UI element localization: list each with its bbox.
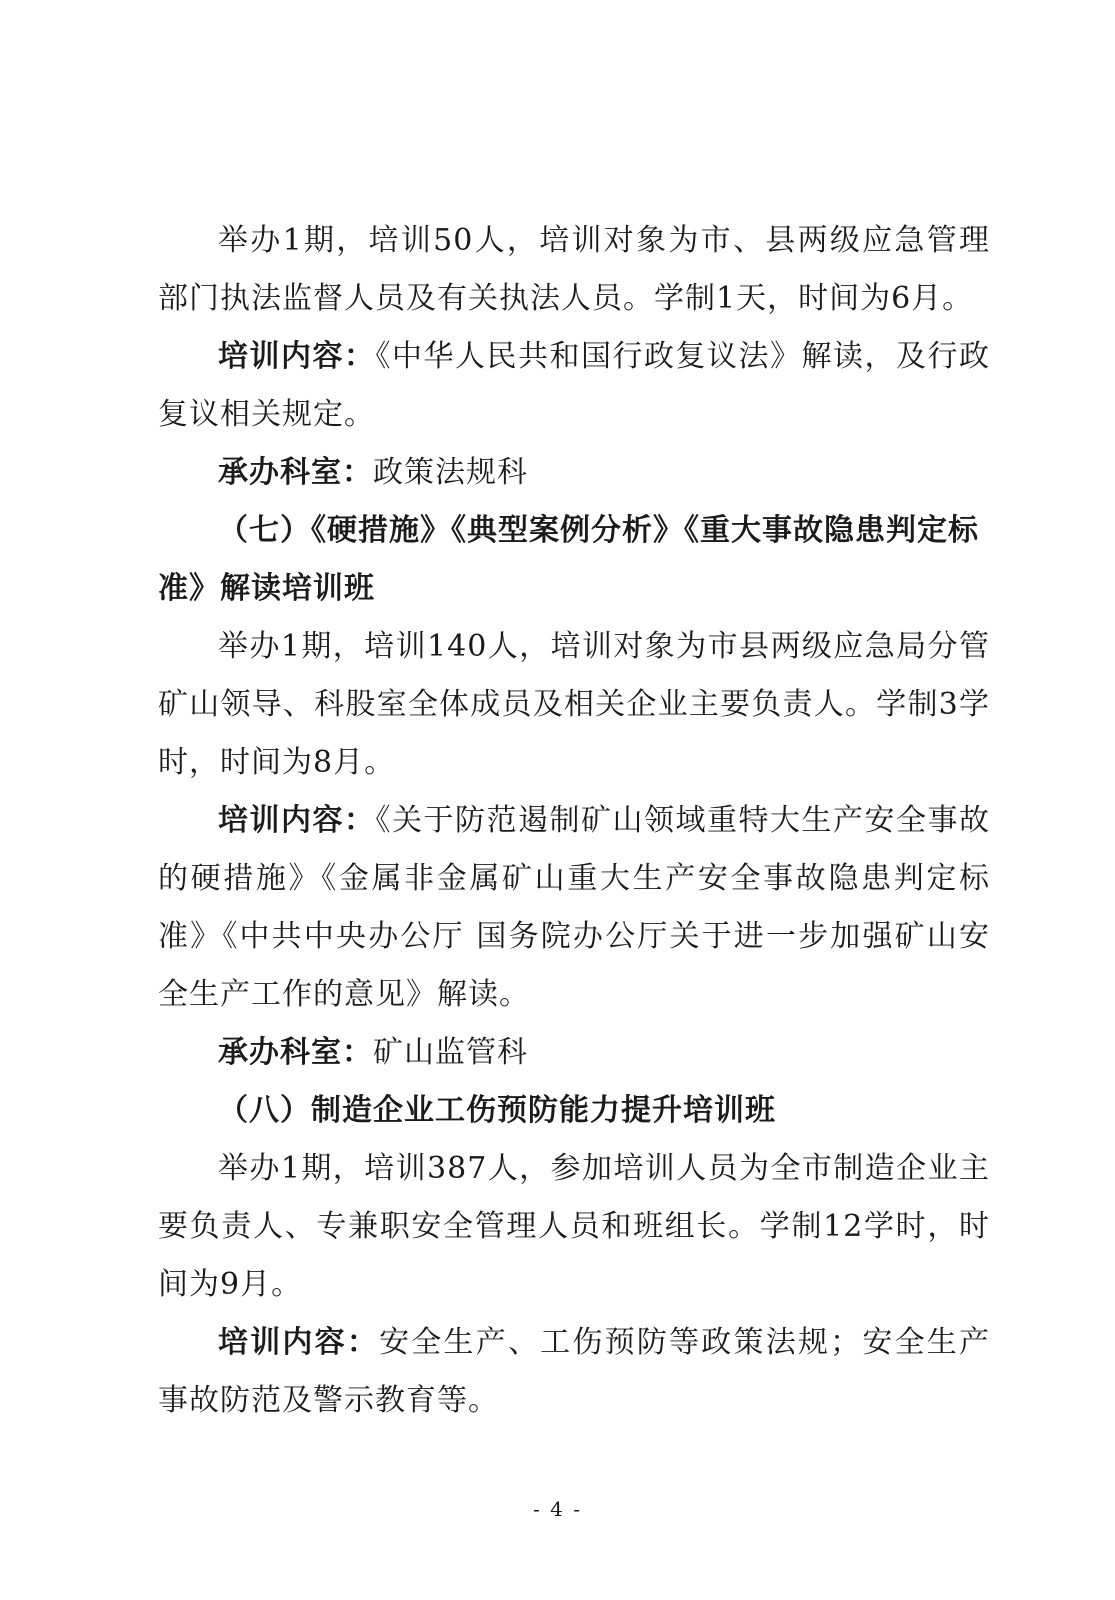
paragraph-organizer-1: 承办科室：政策法规科: [218, 455, 528, 490]
page-number: - 4 -: [533, 1497, 582, 1521]
label-organizer: 承办科室：: [218, 455, 373, 490]
label-organizer: 承办科室：: [218, 1035, 373, 1070]
paragraph-training-details-2: 举办1期，培训140人，培训对象为市县两级应急局分管矿山领导、科股室全体成员及相关企业主要负责人。学制3学时，时间为8月。: [158, 629, 990, 780]
paragraph-training-content-1: 培训内容：《中华人民共和国行政复议法》解读，及行政复议相关规定。: [158, 339, 990, 432]
paragraph-organizer-2: 承办科室：矿山监管科: [218, 1035, 528, 1070]
document-body: [158, 212, 990, 1430]
paragraph-training-details-3: 举办1期，培训387人，参加培训人员为全市制造企业主要负责人、专兼职安全管理人员和班组长。学制12学时，时间为9月。: [158, 1151, 990, 1302]
paragraph-training-content-3: 培训内容：安全生产、工伤预防等政策法规；安全生产事故防范及警示教育等。: [158, 1325, 991, 1418]
label-training-content: 培训内容：: [218, 803, 376, 838]
section-heading-8: （八）制造企业工伤预防能力提升培训班: [218, 1093, 776, 1128]
label-training-content: 培训内容：: [218, 1325, 380, 1360]
section-heading-7: （七）《硬措施》《典型案例分析》《重大事故隐患判定标准》解读培训班: [158, 513, 979, 606]
paragraph-training-details-1: 举办1期，培训50人，培训对象为市、县两级应急管理部门执法监督人员及有关执法人员。学制1天，时间为6月。: [158, 223, 990, 316]
paragraph-training-content-2: 培训内容：《关于防范遏制矿山领域重特大生产安全事故的硬措施》《金属非金属矿山重大生产安全事故隐患判定标准》《中共中央办公厅 国务院办公厅关于进一步加强矿山安全生产工作的意见》解读。: [158, 803, 990, 1012]
label-training-content: 培训内容：: [218, 339, 376, 374]
